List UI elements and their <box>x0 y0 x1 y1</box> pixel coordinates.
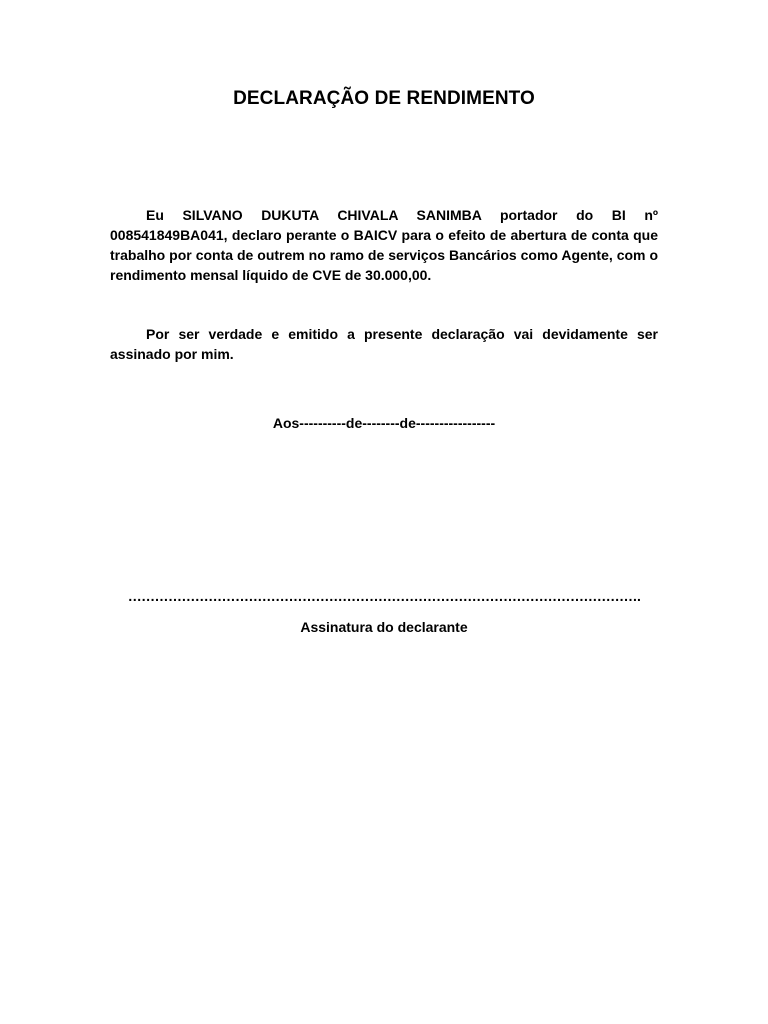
date-line: Aos----------de--------de----------------- <box>272 415 496 431</box>
declaration-paragraph: Eu SILVANO DUKUTA CHIVALA SANIMBA portador do BI nº 008541849BA041, declaro perante o BAICV para o efeito de abertura de conta que trabalho por conta de outrem no ramo de serviços Bancários como Agente, com o rendimento mensal líquido de CVE de 30.000,00. <box>110 207 658 283</box>
signature-line: ……………………………………………………………………………………………………. <box>127 588 641 604</box>
verification-paragraph: Por ser verdade e emitido a presente declaração vai devidamente ser assinado por mim. <box>110 326 658 362</box>
signature-caption: Assinatura do declarante <box>300 619 468 635</box>
document-title: DECLARAÇÃO DE RENDIMENTO <box>233 88 535 109</box>
